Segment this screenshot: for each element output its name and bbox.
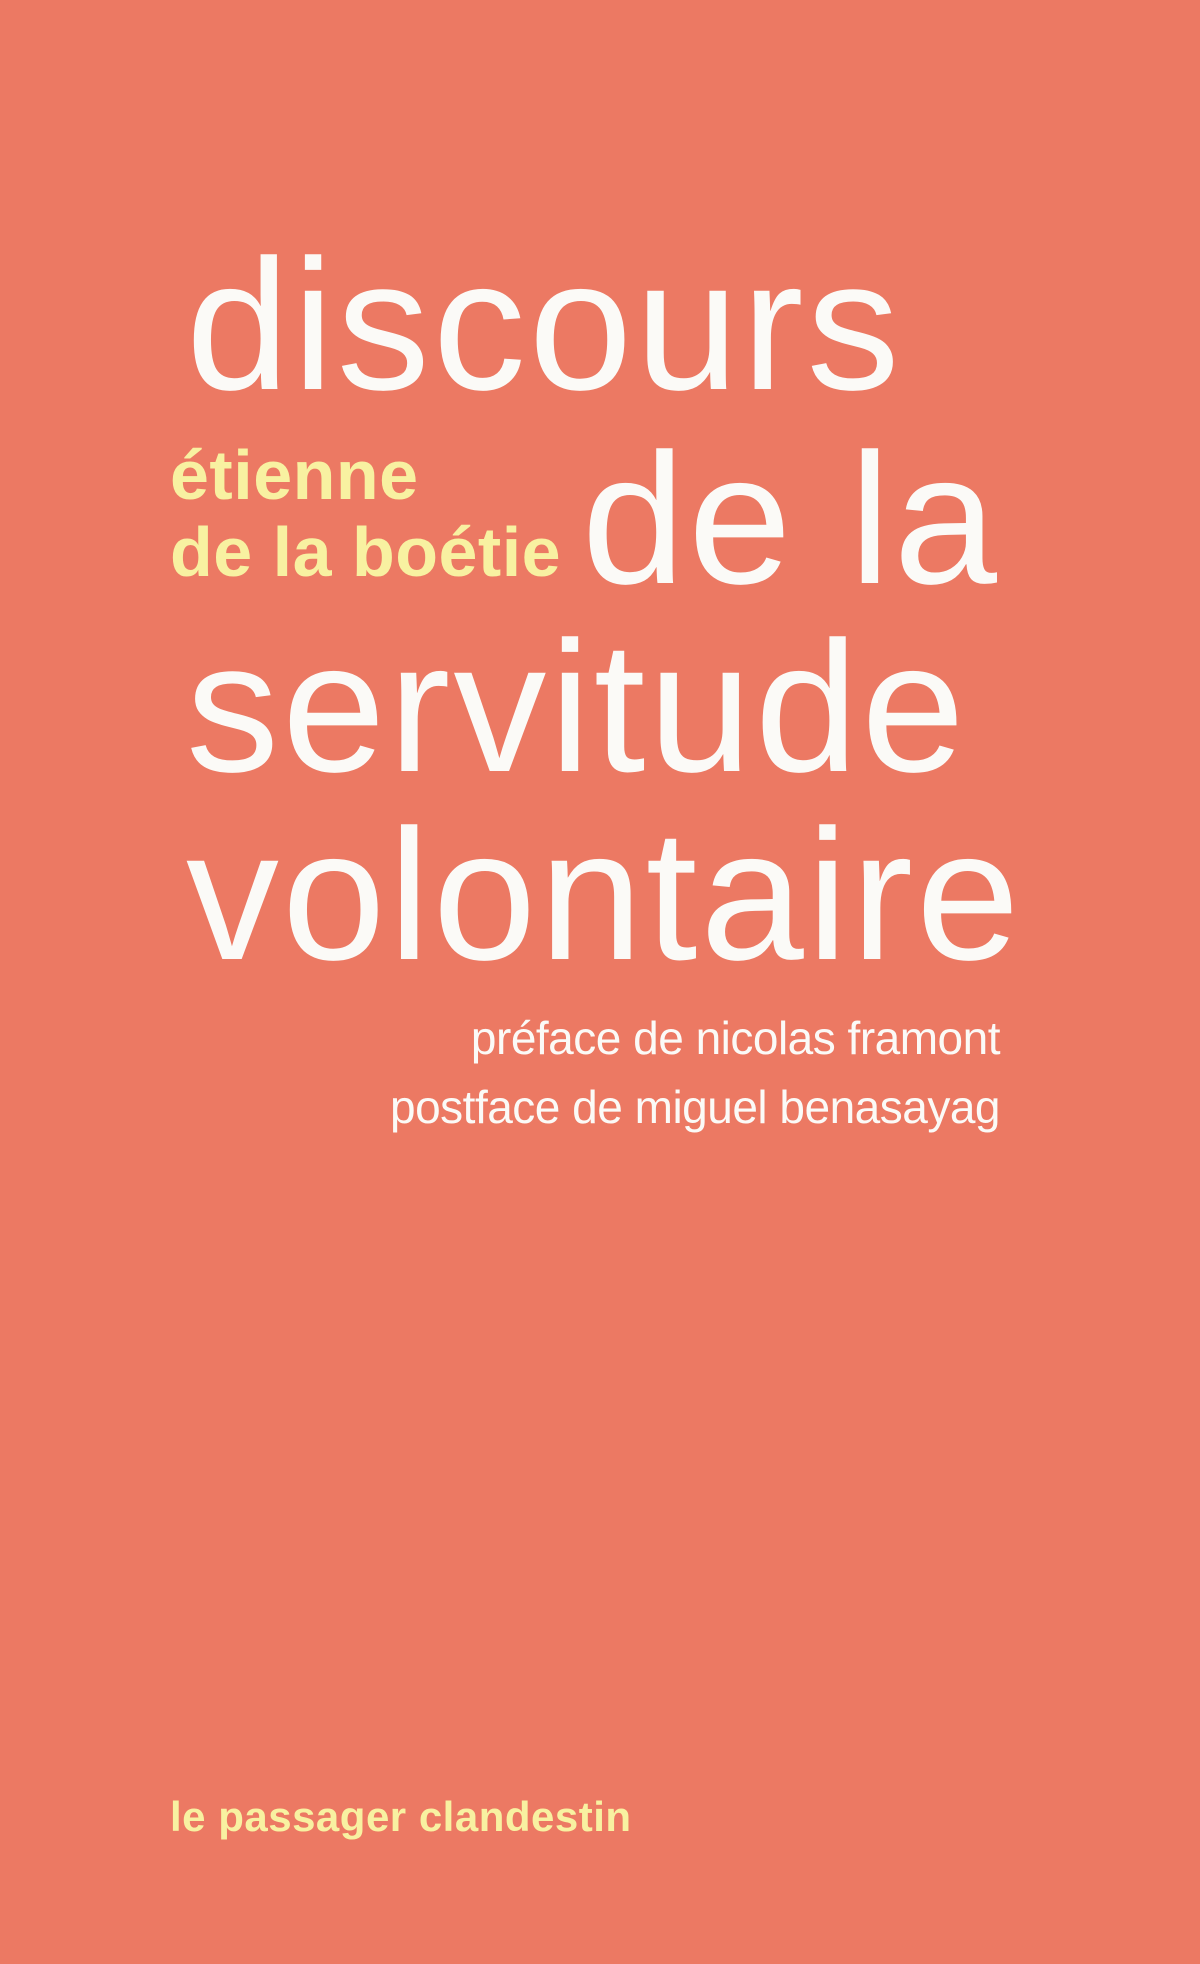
title-word-servitude: servitude (186, 604, 968, 811)
title-word-discours: discours (186, 222, 903, 429)
title-word-volontaire: volontaire (186, 792, 1023, 999)
title-word-de-la: de la (581, 416, 1000, 623)
author-first-name: étienne (170, 436, 419, 514)
author-last-name: de la boétie (170, 513, 562, 591)
author-name-block (170, 437, 561, 591)
preface-credit: préface de nicolas framont (470, 1012, 1000, 1064)
publisher-name: le passager clandestin (170, 1793, 632, 1840)
credits-block (390, 1004, 1000, 1142)
postface-credit: postface de miguel benasayag (390, 1081, 1000, 1133)
